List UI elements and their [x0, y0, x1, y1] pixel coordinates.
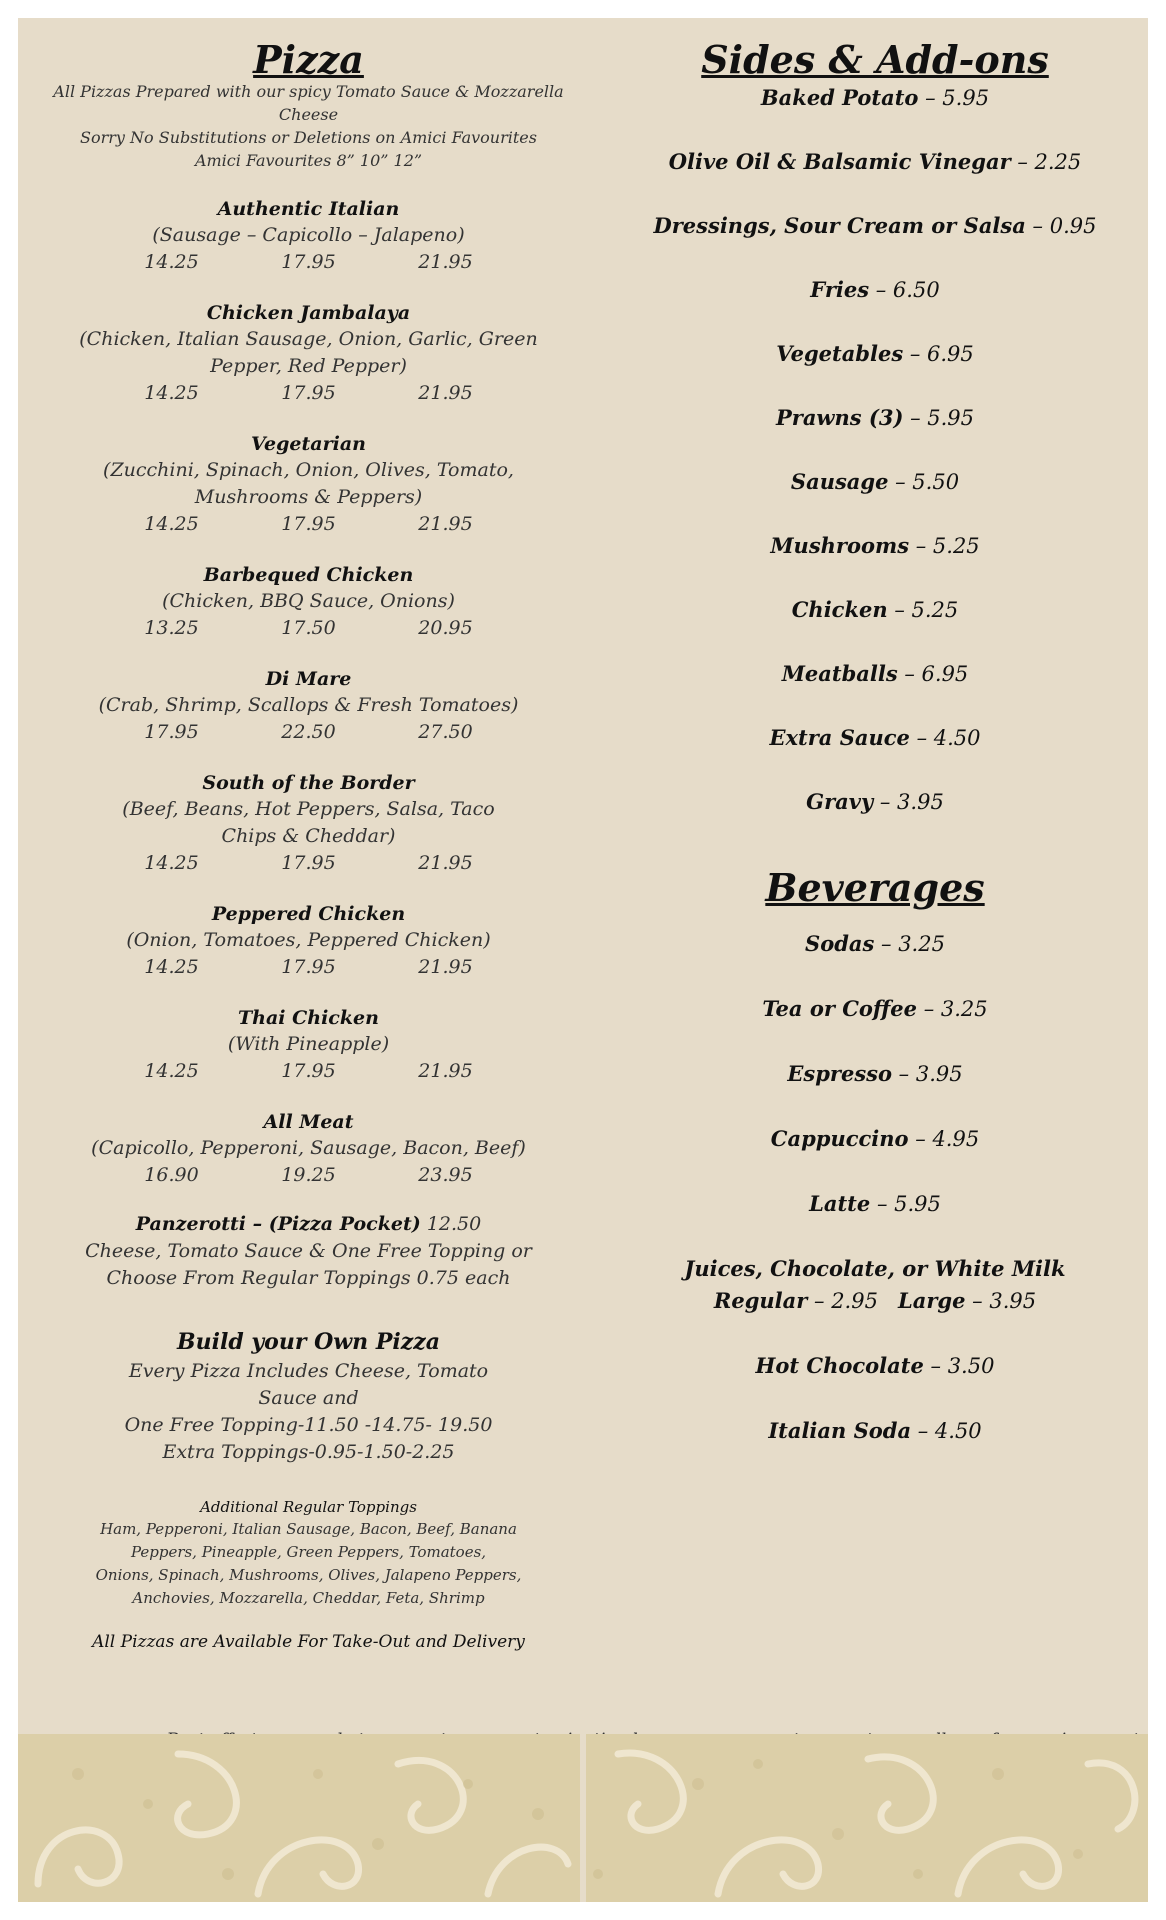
side-name: Chicken: [791, 596, 888, 622]
beverage-item: [610, 1123, 1140, 1155]
swirl-ornament-icon: [18, 1734, 1148, 1902]
price-small: 13.25: [144, 616, 199, 639]
pizza-name: Authentic Italian: [217, 197, 400, 220]
regular-label: Regular: [713, 1287, 808, 1313]
pizza-name: South of the Border: [202, 771, 415, 794]
side-name: Mushrooms: [770, 532, 910, 558]
price-large: 23.95: [418, 1163, 473, 1186]
price-large: 21.95: [418, 381, 473, 404]
price-small: 14.25: [144, 1059, 199, 1082]
side-price: – 5.95: [910, 405, 975, 430]
price-large: 20.95: [418, 616, 473, 639]
beverage-price: – 3.25: [923, 996, 988, 1021]
pizza-prices: [36, 249, 581, 276]
pizza-note: Cheese: [278, 104, 339, 124]
pizza-name: Barbequed Chicken: [203, 563, 414, 586]
build-your-own-line: Extra Toppings-0.95-1.50-2.25: [162, 1440, 455, 1463]
pizza-name: All Meat: [263, 1110, 354, 1133]
pizza-desc: (Crab, Shrimp, Scallops & Fresh Tomatoes): [98, 693, 519, 716]
pizza-name: Thai Chicken: [238, 1006, 379, 1029]
beverage-price: – 4.95: [915, 1126, 980, 1151]
side-price: – 5.25: [915, 533, 980, 558]
side-name: Sausage: [790, 468, 889, 494]
side-name: Olive Oil & Balsamic Vinegar: [668, 148, 1011, 174]
build-your-own-line: One Free Topping-11.50 -14.75- 19.50: [124, 1413, 493, 1436]
pizza-desc: (Capicollo, Pepperoni, Sausage, Bacon, Beef): [91, 1136, 526, 1159]
price-small: 14.25: [144, 250, 199, 273]
pizza-item-di-mare: [36, 666, 581, 746]
side-item: [610, 660, 1140, 688]
price-medium: 17.95: [281, 250, 336, 273]
build-your-own-line: Sauce and: [258, 1386, 359, 1409]
side-price: – 6.95: [909, 341, 974, 366]
pizza-prices: [36, 1058, 581, 1085]
pizza-name: Di Mare: [265, 667, 352, 690]
price-large: 21.95: [418, 250, 473, 273]
pizza-item-peppered-chicken: [36, 901, 581, 981]
pizza-desc: (Onion, Tomatoes, Peppered Chicken): [126, 928, 491, 951]
pizza-notes: [36, 80, 581, 172]
pizza-desc: (Chicken, Italian Sausage, Onion, Garlic, Green: [79, 327, 538, 350]
side-item: [610, 212, 1140, 240]
price-medium: 22.50: [281, 720, 336, 743]
price-medium: 19.25: [281, 1163, 336, 1186]
pizza-prices: [36, 615, 581, 642]
side-item: [610, 468, 1140, 496]
beverage-price: – 3.95: [898, 1061, 963, 1086]
price-small: 16.90: [144, 1163, 199, 1186]
panzerotti-price: 12.50: [426, 1212, 482, 1235]
pizza-desc: (Beef, Beans, Hot Peppers, Salsa, Taco: [122, 797, 495, 820]
price-large: 21.95: [418, 512, 473, 535]
side-item: [610, 404, 1140, 432]
beverage-item: [610, 1058, 1140, 1090]
side-price: – 6.50: [875, 277, 940, 302]
build-your-own-title: Build your Own Pizza: [177, 1328, 440, 1355]
side-item: [610, 276, 1140, 304]
large-price: – 3.95: [972, 1288, 1037, 1313]
sides-title: Sides & Add-ons: [701, 37, 1049, 82]
beverage-name: Hot Chocolate: [755, 1352, 924, 1378]
beverages-list: [610, 928, 1140, 1447]
pizza-name: Chicken Jambalaya: [206, 301, 411, 324]
regular-price: – 2.95: [814, 1288, 878, 1313]
pizza-section: [36, 30, 581, 1654]
pizza-prices: [36, 380, 581, 407]
beverage-item-juices: [610, 1253, 1140, 1317]
side-price: – 4.50: [916, 725, 981, 750]
beverage-name: Latte: [809, 1190, 871, 1216]
pizza-item-chicken-jambalaya: [36, 300, 581, 407]
price-large: 27.50: [418, 720, 473, 743]
panzerotti-name: Panzerotti – (Pizza Pocket): [135, 1212, 421, 1235]
price-medium: 17.95: [281, 955, 336, 978]
pizza-item-all-meat: [36, 1109, 581, 1189]
panzerotti-item: [36, 1211, 581, 1292]
pizza-item-south-of-the-border: [36, 770, 581, 877]
panzerotti-desc: Cheese, Tomato Sauce & One Free Topping or: [85, 1239, 532, 1262]
side-price: – 5.25: [894, 597, 959, 622]
pizza-note: All Pizzas Prepared with our spicy Tomato Sauce & Mozzarella: [53, 81, 564, 101]
pizza-desc: (With Pineapple): [227, 1032, 390, 1055]
build-your-own-line: Every Pizza Includes Cheese, Tomato: [128, 1359, 489, 1382]
beverage-name: Espresso: [787, 1060, 892, 1086]
price-large: 21.95: [418, 851, 473, 874]
price-medium: 17.95: [281, 851, 336, 874]
beverage-name: Cappuccino: [770, 1125, 909, 1151]
side-price: – 6.95: [904, 661, 969, 686]
beverage-name: Tea or Coffee: [762, 995, 918, 1021]
beverage-name: Italian Soda: [768, 1417, 912, 1443]
side-price: – 2.25: [1017, 149, 1082, 174]
price-small: 14.25: [144, 851, 199, 874]
price-large: 21.95: [418, 955, 473, 978]
side-price: – 0.95: [1032, 213, 1097, 238]
side-item: [610, 596, 1140, 624]
price-medium: 17.95: [281, 512, 336, 535]
decorative-swirl-pattern: [18, 1734, 1148, 1902]
side-name: Baked Potato: [760, 84, 919, 110]
toppings-title: Additional Regular Toppings: [200, 1497, 417, 1516]
pizza-prices: [36, 850, 581, 877]
pizza-prices: [36, 954, 581, 981]
pizza-desc: Pepper, Red Pepper): [210, 354, 407, 377]
side-item: [610, 84, 1140, 112]
toppings-line: Peppers, Pineapple, Green Peppers, Tomatoes,: [130, 1542, 487, 1561]
side-item: [610, 340, 1140, 368]
side-item: [610, 724, 1140, 752]
side-price: – 3.95: [879, 789, 944, 814]
pizza-item-barbequed-chicken: [36, 562, 581, 642]
large-label: Large: [897, 1287, 966, 1313]
pizza-desc: Chips & Cheddar): [221, 824, 396, 847]
pizza-prices: [36, 719, 581, 746]
build-your-own-section: [36, 1326, 581, 1466]
side-price: – 5.95: [925, 85, 990, 110]
price-small: 14.25: [144, 512, 199, 535]
price-medium: 17.95: [281, 1059, 336, 1082]
toppings-line: Onions, Spinach, Mushrooms, Olives, Jalapeno Peppers,: [95, 1565, 522, 1584]
side-item: [610, 148, 1140, 176]
beverage-item: [610, 1415, 1140, 1447]
sides-beverages-section: [610, 30, 1140, 1447]
panzerotti-desc: Choose From Regular Toppings 0.75 each: [106, 1266, 511, 1289]
price-small: 17.95: [144, 720, 199, 743]
beverage-price: – 4.50: [917, 1418, 982, 1443]
side-price: – 5.50: [895, 469, 960, 494]
pizza-note: Sorry No Substitutions or Deletions on Amici Favourites: [80, 127, 537, 147]
pizza-item-authentic-italian: [36, 196, 581, 276]
pizza-name: Peppered Chicken: [211, 902, 406, 925]
price-large: 21.95: [418, 1059, 473, 1082]
beverage-item: [610, 1188, 1140, 1220]
beverage-name: Juices, Chocolate, or White Milk: [684, 1255, 1066, 1281]
menu-page: [18, 18, 1148, 1902]
beverage-price: – 3.25: [881, 931, 945, 956]
beverage-item: [610, 928, 1140, 960]
pizza-desc: (Chicken, BBQ Sauce, Onions): [162, 589, 455, 612]
price-medium: 17.95: [281, 381, 336, 404]
side-name: Vegetables: [776, 340, 904, 366]
side-name: Extra Sauce: [769, 724, 910, 750]
pizza-title: Pizza: [253, 37, 364, 82]
pizza-item-vegetarian: [36, 431, 581, 538]
beverage-item: [610, 993, 1140, 1025]
beverage-item: [610, 1350, 1140, 1382]
toppings-line: Anchovies, Mozzarella, Cheddar, Feta, Shrimp: [132, 1588, 485, 1607]
pizza-prices: [36, 511, 581, 538]
side-name: Gravy: [806, 788, 874, 814]
toppings-line: Ham, Pepperoni, Italian Sausage, Bacon, Beef, Banana: [100, 1519, 517, 1538]
price-small: 14.25: [144, 955, 199, 978]
price-small: 14.25: [144, 381, 199, 404]
pizza-item-thai-chicken: [36, 1005, 581, 1085]
beverage-price: – 3.50: [930, 1353, 995, 1378]
pizza-note: Amici Favourites 8” 10” 12”: [194, 150, 423, 170]
side-item: [610, 788, 1140, 816]
side-name: Prawns (3): [775, 404, 904, 430]
side-name: Meatballs: [781, 660, 898, 686]
pizza-desc: Mushrooms & Peppers): [194, 485, 423, 508]
beverage-price: – 5.95: [876, 1191, 941, 1216]
side-name: Fries: [810, 276, 870, 302]
side-name: Dressings, Sour Cream or Salsa: [653, 212, 1026, 238]
sides-list: [610, 84, 1140, 816]
toppings-section: [36, 1496, 581, 1610]
pizza-name: Vegetarian: [251, 432, 366, 455]
beverages-title: Beverages: [765, 864, 985, 910]
pizza-desc: (Sausage – Capicollo – Jalapeno): [152, 223, 465, 246]
availability-note: All Pizzas are Available For Take-Out and Delivery: [92, 1631, 525, 1652]
pizza-desc: (Zucchini, Spinach, Onion, Olives, Tomato,: [103, 458, 514, 481]
beverage-name: Sodas: [805, 930, 875, 956]
price-medium: 17.50: [281, 616, 336, 639]
pizza-prices: [36, 1162, 581, 1189]
side-item: [610, 532, 1140, 560]
